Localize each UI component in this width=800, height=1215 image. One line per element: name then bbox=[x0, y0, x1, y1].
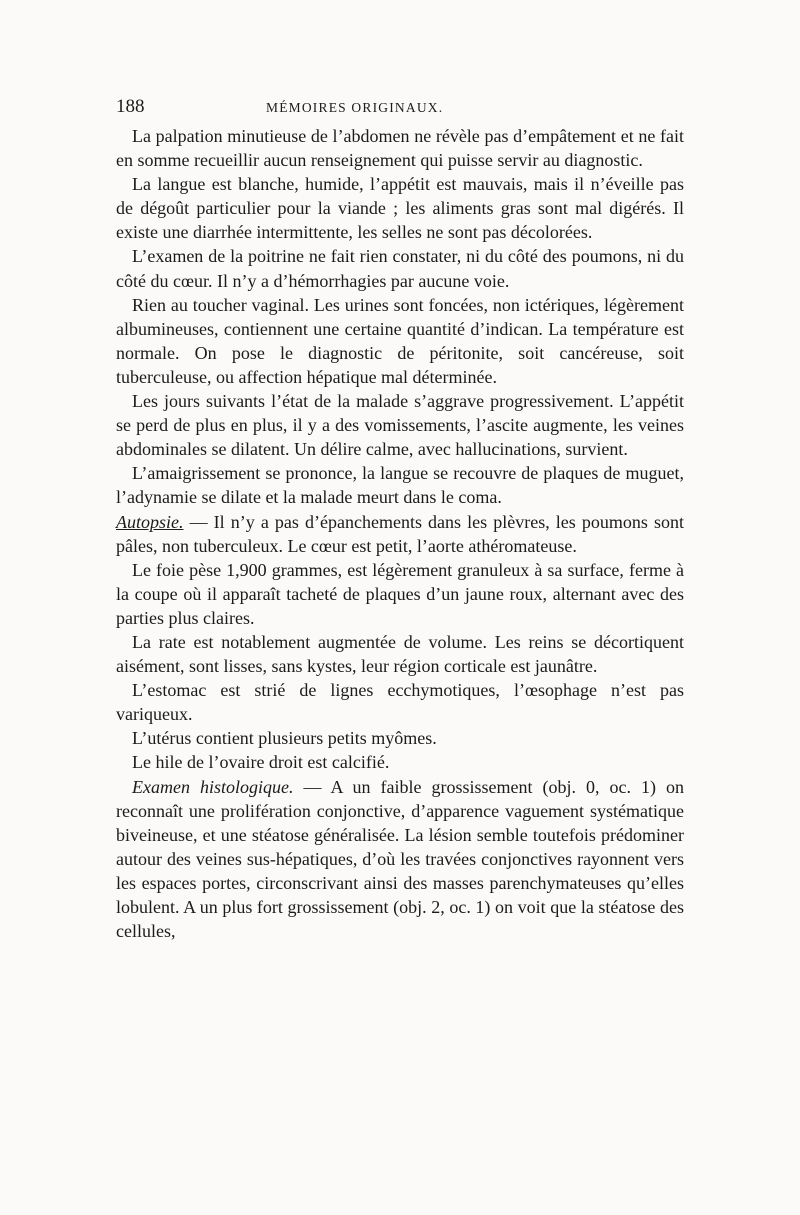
autopsie-heading: Autopsie. bbox=[116, 511, 184, 532]
paragraph-uterus: L’utérus contient plusieurs petits myômes. bbox=[132, 728, 437, 749]
running-title: MÉMOIRES ORIGINAUX. bbox=[266, 100, 444, 115]
page-number: 188 bbox=[116, 96, 145, 117]
examen-histologique-text: — A un faible grossissement (obj. 0, oc. 1) on reconnaît une prolifération conjonctive, d’apparence vaguement systématique biveineuse, et une stéatose généralisée. La lésion semble toutefois prédominer autour des veines sus-hépatiques, d’où les travées conjonctives rayonnent vers les espaces portes, circonscrivant ainsi des masses parenchymateuses qu’elles lobulent. A un plus fort grossissement (obj. 2, oc. 1) on voit que la stéatose des cellules, bbox=[116, 776, 684, 942]
paragraph-langue: La langue est blanche, humide, l’appétit est mauvais, mais il n’éveille pas de dégoût particulier pour la viande ; les aliments gras sont mal digérés. Il existe une diarrhée intermittente, les selles ne sont pas décolorées. bbox=[116, 174, 684, 243]
paragraph-jours-suivants: Les jours suivants l’état de la malade s’aggrave progressivement. L’appétit se perd de plus en plus, il y a des vomissements, l’ascite augmente, les veines abdominales se dilatent. Un délire calme, avec hallucinations, survient. bbox=[116, 391, 684, 460]
paragraph-autopsie bbox=[116, 510, 684, 558]
paragraph-estomac: L’estomac est strié de lignes ecchymotiques, l’œsophage n’est pas variqueux. bbox=[116, 680, 684, 725]
autopsie-text: — Il n’y a pas d’épanchements dans les plèvres, les poumons sont pâles, non tuberculeux. Le cœur est petit, l’aorte athéromateuse. bbox=[116, 511, 684, 556]
running-header bbox=[116, 96, 684, 122]
paragraph-foie: Le foie pèse 1,900 grammes, est légèrement granuleux à sa surface, ferme à la coupe où il apparaît tacheté de plaques d’un jaune roux, alternant avec des parties plus claires. bbox=[116, 559, 684, 628]
paragraph-ovaire: Le hile de l’ovaire droit est calcifié. bbox=[132, 752, 390, 773]
paragraph-poitrine: L’examen de la poitrine ne fait rien constater, ni du côté des poumons, ni du côté du cœur. Il n’y a d’hémorrhagies par aucune voie. bbox=[116, 246, 684, 291]
page-text-block bbox=[116, 96, 684, 943]
paragraph-examen-histologique bbox=[116, 775, 684, 944]
paragraph-rate-reins: La rate est notablement augmentée de volume. Les reins se décortiquent aisément, sont lisses, sans kystes, leur région corticale est jaunâtre. bbox=[116, 631, 684, 677]
paragraph-palpation: La palpation minutieuse de l’abdomen ne révèle pas d’empâtement et ne fait en somme recueillir aucun renseignement qui puisse servir au diagnostic. bbox=[116, 126, 684, 171]
examen-histologique-heading: Examen histologique. bbox=[132, 776, 294, 797]
paragraph-amaigrissement: L’amaigrissement se prononce, la langue se recouvre de plaques de muguet, l’adynamie se dilate et la malade meurt dans le coma. bbox=[116, 463, 684, 508]
paragraph-toucher-vaginal: Rien au toucher vaginal. Les urines sont foncées, non ictériques, légèrement albumineuses, contiennent une certaine quantité d’indican. La température est normale. On pose le diagnostic de péritonite, soit cancéreuse, soit tuberculeuse, ou affection hépatique mal déterminée. bbox=[116, 294, 684, 387]
